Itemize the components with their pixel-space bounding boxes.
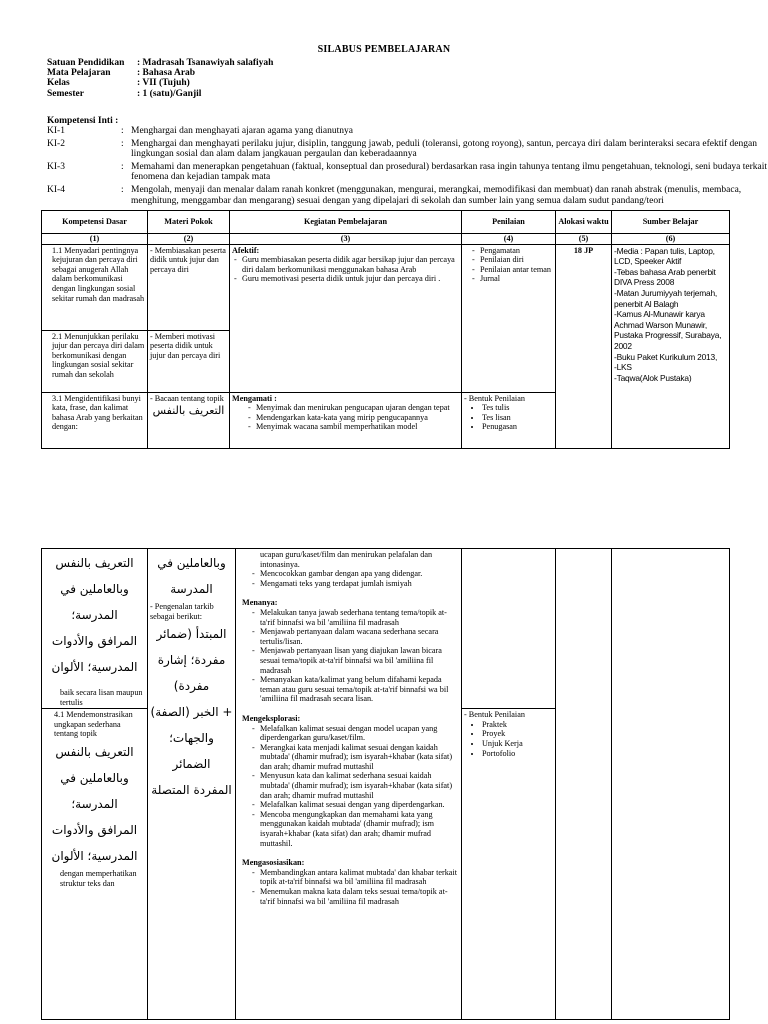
ki-text: Mengolah, menyaji dan menalar dalam ranah konkret (menggunakan, mengurai, merangkai, memodifikasi dan membuat) dan ranah abstrak (menulis, membaca, menghitung, menggambar dan mengarang) sesuai dengan yang dipelajari di sekolah dan sumber lain yang semua dalam sudut pandang/teori xyxy=(131,184,742,206)
mp-cell xyxy=(148,244,230,330)
kp-cell xyxy=(230,244,462,392)
ki-text: Menghargai dan menghayati perilaku jujur, disiplin, tanggung jawab, peduli (toleransi, gotong royong), santun, percaya diri dalam berinteraksi secara efektif dengan lingkungan sosial dan alam dalam jangkauan pergaulan dan keberadaannya xyxy=(131,138,757,160)
info-label: Kelas xyxy=(47,78,70,89)
kp-item: - Melafalkan kalimat sesuai dengan yang diperdengarkan. xyxy=(260,800,459,810)
mp-label: - Bacaan tentang topik xyxy=(150,393,224,403)
info-row xyxy=(47,78,273,88)
kd-arabic-line: المرافق والأدوات xyxy=(51,634,138,648)
kd-arabic-line: المدرسية؛ الألوان xyxy=(51,848,138,863)
ki-text: Memahami dan menerapkan pengetahuan (faktual, konseptual dan prosedural) berdasarkan rasa ingin tahunya tentang ilmu pengetahuan, teknologi, seni budaya terkait fenomena dan kejadian tampak mata xyxy=(131,161,768,183)
penilaian-item: • Unjuk Kerja xyxy=(482,739,553,749)
identity-block xyxy=(47,58,273,99)
info-value: : Madrasah Tsanawiyah salafiyah xyxy=(137,58,274,68)
kd-text: 3.1 Mengidentifikasi bunyi kata, frase, dan kalimat bahasa Arab yang berkaitan dengan: xyxy=(52,393,143,432)
kp-title: Mengamati : xyxy=(232,393,277,403)
mp-arabic-line: + الخبر (الصفة) xyxy=(150,705,233,720)
kp-item: - Menemukan makna kata dalam teks sesuai tema/topik at-ta'rif binnafsi wa bil 'amiliina fil madrasah xyxy=(260,887,459,906)
mp-arabic-line: المبتدأ (ضمائر xyxy=(156,627,227,642)
kd-cell xyxy=(42,549,148,709)
document-title: SILABUS PEMBELAJARAN xyxy=(317,44,451,55)
sumber-item: -Taqwa(Alok Pustaka) xyxy=(614,372,692,383)
kp-item: - Melakukan tanya jawab sederhana tentang tema/topik at-ta'rif binnafsi wa bil 'amiliina fil madrasah xyxy=(260,608,459,627)
column-number: (1) xyxy=(42,234,148,245)
penilaian-cell xyxy=(462,709,556,1020)
sumber-cell xyxy=(612,549,730,1020)
ki-row: KI-4 : Mengolah, menyaji dan menalar dalam ranah konkret (menggunakan, mengurai, merangkai, memodifikasi dan membuat) dan ranah abstrak (menulis, membaca, menghitung, menggambar dan mengarang) sesuai dengan yang dipelajari di sekolah dan sumber lain yang semua dalam sudut pandang/teori xyxy=(47,185,768,206)
sumber-item: -Media : Papan tulis, Laptop, LCD, Speeker Aktif xyxy=(614,245,715,267)
kp-item: - Menyusun kata dan kalimat sederhana sesuai kaidah mubtada' (dhamir mufrad); ism isyarah+khabar (kata sifat) dan arah; dhamir mufrad muttashil xyxy=(260,771,459,800)
ki-row: KI-2 : Menghargai dan menghayati perilaku jujur, disiplin, tanggung jawab, peduli (toleransi, gotong royong), santun, percaya diri dalam berinteraksi secara efektif dengan lingkungan sosial dan alam dalam jangkauan pergaulan dan keberadaannya xyxy=(47,139,768,160)
sumber-item: -Tebas bahasa Arab penerbit DIVA Press 2008 xyxy=(614,266,716,288)
sumber-cell xyxy=(612,244,730,448)
kp-item: - Mendengarkan kata-kata yang mirip pengucapannya xyxy=(256,413,459,423)
ki-row: KI-3 : Memahami dan menerapkan pengetahuan (faktual, konseptual dan prosedural) berdasarkan rasa ingin tahunya tentang ilmu pengetahuan, teknologi, seni budaya terkait fenomena dan kejadian tampak mata xyxy=(47,161,768,183)
kp-section-title: Menanya: xyxy=(242,598,278,608)
kp-item: - Melafalkan kalimat sesuai dengan model ucapan yang diperdengarkan guru/kaset/film. xyxy=(260,724,459,743)
ki-text: Menghargai dan menghayati ajaran agama yang dianutnya xyxy=(131,126,353,136)
alokasi-value: 18 JP xyxy=(573,245,594,255)
sumber-item: -Buku Paket Kurikulum 2013, xyxy=(614,351,718,362)
penilaian-item: • Portofolio xyxy=(482,749,553,759)
kd-arabic-line: التعريف بالنفس xyxy=(55,744,134,759)
kd-text: 1.1 Menyadari pentingnya kejujuran dan percaya diri sebagai anugerah Allah dalam berkomunikasi dengan lingkungan sosial sekitar rumah dan madrasah xyxy=(52,245,145,303)
mp-cell xyxy=(148,549,236,1020)
penilaian-item: - Jurnal xyxy=(480,274,553,284)
mp-arabic-line: المدرسة xyxy=(170,582,213,596)
kp-item: - Mengamati teks yang terdapat jumlah ismiyah xyxy=(260,579,459,589)
kp-item: - Menanyakan kata/kalimat yang belum difahami kepada teman atau guru sesuai tema/topik at-ta'rif binnafsi wa bil 'amiliina fil madrasah secara lisan. xyxy=(260,675,459,704)
mp-arabic: التعريف بالنفس xyxy=(152,404,225,418)
ki-list xyxy=(47,126,768,208)
kp-item: - Mencocokkan gambar dengan apa yang didengar. xyxy=(260,569,459,579)
mp-arabic-line: والجهات؛ الضمائر xyxy=(169,731,214,772)
penilaian-title: - Bentuk Penilaian xyxy=(464,393,525,403)
kp-item: - Mencoba mengungkapkan dan memahami kata yang menggunakan kaidah mubtada' (dhamir mufrad); ism isyarah+khabar (kata sifat) dan arah; dhamir mufrad muttashil. xyxy=(260,810,459,848)
alokasi-cell xyxy=(556,549,612,1020)
penilaian-item: • Tes tulis xyxy=(482,403,553,413)
info-row xyxy=(47,58,273,68)
kp-item: - Guru memotivasi peserta didik untuk jujur dan percaya diri . xyxy=(242,274,459,284)
mp-text: - Memberi motivasi peserta didik untuk jujur dan percaya diri xyxy=(150,331,221,360)
kd-tail: baik secara lisan maupun tertulis xyxy=(60,688,143,707)
kp-section-title: Mengeksplorasi: xyxy=(242,713,301,723)
penilaian-cell xyxy=(462,549,556,709)
kd-text: 2.1 Menunjukkan perilaku jujur dan percaya diri dalam berkomunikasi dengan lingkungan sosial sekitar rumah dan sekolah xyxy=(52,331,145,379)
header-sumber-belajar: Sumber Belajar xyxy=(612,211,730,234)
syllabus-table-page2 xyxy=(41,548,730,1020)
kp-cell xyxy=(236,549,462,1020)
header-kompetensi-dasar: Kompetensi Dasar xyxy=(42,211,148,234)
alokasi-cell xyxy=(556,244,612,448)
kp-cell xyxy=(230,392,462,448)
header-alokasi-waktu: Alokasi waktu xyxy=(556,211,612,234)
kp-title: Afektif: xyxy=(232,245,260,255)
column-number: (4) xyxy=(462,234,556,245)
header-penilaian: Penilaian xyxy=(462,211,556,234)
sumber-item: -Kamus Al-Munawir karya Achmad Warson Munawir, Pustaka Progressif, Surabaya, 2002 xyxy=(614,309,722,351)
info-value: : VII (Tujuh) xyxy=(137,78,190,89)
penilaian-item: • Proyek xyxy=(482,729,553,739)
kd-text: 4.1 Mendemonstrasikan ungkapan sederhana tentang topik xyxy=(54,710,133,739)
info-value: : 1 (satu)/Ganjil xyxy=(137,88,202,99)
mp-arabic-line: وبالعاملين في xyxy=(157,556,226,570)
kp-item: - Menyimak dan menirukan pengucapan ujaran dengan tepat xyxy=(256,403,459,413)
penilaian-item: - Penilaian antar teman xyxy=(480,265,553,275)
column-number: (5) xyxy=(556,234,612,245)
kp-section-title: Mengasosiasikan: xyxy=(242,858,305,868)
ki-code: KI-4 xyxy=(47,184,65,195)
info-value: : Bahasa Arab xyxy=(137,68,196,79)
mp-arabic-line: المفردة المتصلة xyxy=(151,783,232,798)
kd-cell xyxy=(42,244,148,330)
info-row xyxy=(47,89,273,99)
penilaian-item: • Praktek xyxy=(482,720,553,730)
kd-arabic-line: وبالعاملين في المدرسة؛ xyxy=(60,770,129,811)
penilaian-cell xyxy=(462,392,556,448)
kp-text: ucapan guru/kaset/film dan menirukan pelafalan dan intonasinya. xyxy=(260,550,433,569)
ki-heading: Kompetensi Inti : xyxy=(47,116,119,126)
ki-code: KI-1 xyxy=(47,126,65,136)
ki-code: KI-3 xyxy=(47,161,65,172)
sumber-item: -LKS xyxy=(614,362,632,373)
kp-item: - Merangkai kata menjadi kalimat sesuai dengan kaidah mubtada' (dhamir mufrad); ism isyarah+khabar (kata sifat) dan arah; dhamir mufrad muttashil xyxy=(260,743,459,772)
penilaian-title: - Bentuk Penilaian xyxy=(464,710,525,720)
kd-cell xyxy=(42,709,148,1020)
kd-arabic-line: المدرسية؛ الألوان xyxy=(51,660,138,674)
info-label: Semester xyxy=(47,88,84,99)
info-label: Mata Pelajaran xyxy=(47,68,111,79)
kp-item: - Menyimak wacana sambil memperhatikan model xyxy=(256,422,459,432)
penilaian-item: • Penugasan xyxy=(482,422,553,432)
kp-item: - Menjawab pertanyaan lisan yang diajukan lawan bicara sesuai tema/topik at-ta'rif binnafsi wa bil 'amiliina fil madrasah xyxy=(260,646,459,675)
ki-code: KI-2 xyxy=(47,138,65,149)
sumber-item: -Matan Jurumiyyah terjemah, penerbit Al Balagh xyxy=(614,287,718,309)
mp-text: - Membiasakan peserta didik untuk jujur dan percaya diri xyxy=(150,245,226,274)
column-number: (6) xyxy=(612,234,730,245)
kp-item: - Menjawab pertanyaan dalam wacana sederhana secara tertulis/lisan. xyxy=(260,627,459,646)
kd-arabic-line: وبالعاملين في المدرسة؛ xyxy=(60,582,129,622)
penilaian-item: • Tes lisan xyxy=(482,413,553,423)
syllabus-table-page1 xyxy=(41,210,730,449)
kd-cell xyxy=(42,392,148,448)
kd-cell xyxy=(42,330,148,392)
mp-label: - Pengenalan tarkib sebagai berikut: xyxy=(150,602,214,621)
kd-arabic-line: التعريف بالنفس xyxy=(55,556,134,570)
column-number: (2) xyxy=(148,234,230,245)
kp-item: - Membandingkan antara kalimat mubtada' dan khabar terkait topik at-ta'rif binnafsi wa bil 'amiliina fil madrasah xyxy=(260,868,459,887)
kd-tail: dengan memperhatikan struktur teks dan xyxy=(60,868,137,888)
info-row xyxy=(47,68,273,78)
mp-cell xyxy=(148,330,230,392)
column-number: (3) xyxy=(230,234,462,245)
penilaian-item: - Penilaian diri xyxy=(480,255,553,265)
ki-row: KI-1 : Menghargai dan menghayati ajaran agama yang dianutnya xyxy=(47,126,768,137)
info-label: Satuan Pendidikan xyxy=(47,58,125,68)
penilaian-cell xyxy=(462,244,556,392)
kd-arabic-line: المرافق والأدوات xyxy=(51,822,138,837)
header-kegiatan: Kegiatan Pembelajaran xyxy=(230,211,462,234)
penilaian-item: - Pengamatan xyxy=(480,246,553,256)
header-materi-pokok: Materi Pokok xyxy=(148,211,230,234)
mp-cell xyxy=(148,392,230,448)
mp-arabic-line: مفردة؛ إشارة مفردة) xyxy=(157,653,226,694)
kp-item: - Guru membiasakan peserta didik agar bersikap jujur dan percaya diri dalam berkomunikasi menggunakan bahasa Arab xyxy=(242,255,459,274)
